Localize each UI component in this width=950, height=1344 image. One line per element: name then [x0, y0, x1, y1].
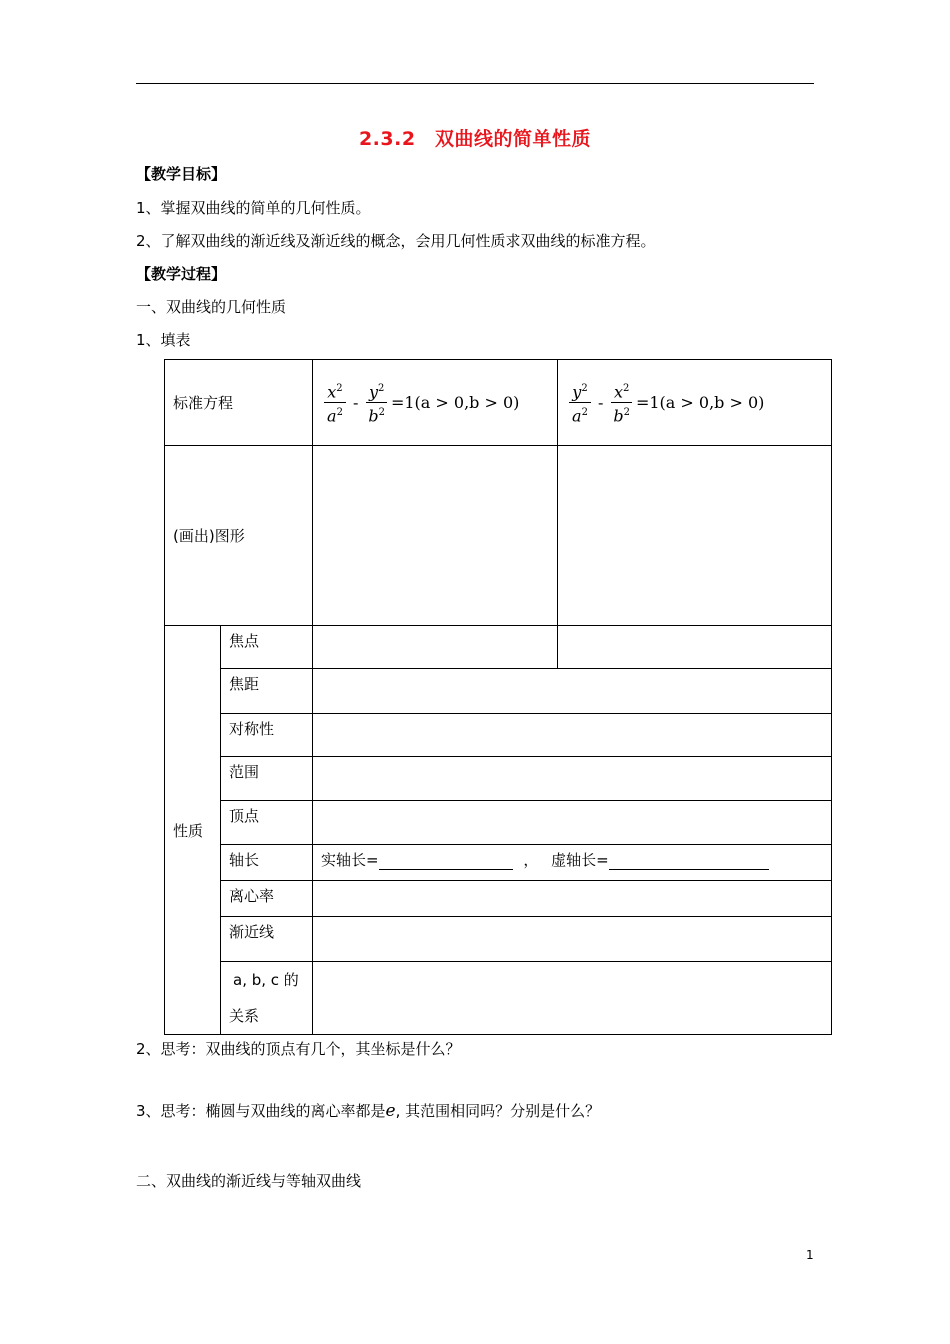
- fill-table-label: 1、填表: [136, 331, 191, 349]
- question-3: 3、思考：椭圆与双曲线的离心率都是e, 其范围相同吗？分别是什么？: [136, 1101, 601, 1121]
- properties-label: 性质: [165, 626, 221, 1035]
- focal-distance-cell[interactable]: [313, 669, 832, 714]
- imag-axis-blank[interactable]: [609, 855, 769, 870]
- vertex-cell[interactable]: [313, 801, 832, 845]
- goal-item-1: 1、掌握双曲线的简单的几何性质。: [136, 199, 371, 217]
- range-cell[interactable]: [313, 757, 832, 801]
- vertex-label: 顶点: [221, 801, 313, 845]
- section-heading-1: 一、双曲线的几何性质: [136, 298, 287, 316]
- focal-distance-label: 焦距: [221, 669, 313, 714]
- asymptote-label: 渐近线: [221, 917, 313, 962]
- question-2: 2、思考：双曲线的顶点有几个，其坐标是什么？: [136, 1040, 461, 1058]
- graph-cell-2[interactable]: [558, 446, 832, 626]
- axis-length-label: 轴长: [221, 845, 313, 881]
- goals-heading: 【教学目标】: [136, 165, 227, 183]
- std-eq-label: 标准方程: [165, 360, 313, 446]
- symmetry-label: 对称性: [221, 714, 313, 757]
- section-heading-2: 二、双曲线的渐近线与等轴双曲线: [136, 1172, 362, 1190]
- real-axis-blank[interactable]: [379, 855, 513, 870]
- equation-horizontal: $\frac{x^2}{a^2}$ - $\frac{y^2}{b^2}$ =1(a > 0,b > 0): [313, 360, 558, 446]
- abc-relation-line-1: a, b, c 的: [233, 971, 299, 989]
- eccentricity-symbol: e: [385, 1101, 396, 1121]
- abc-relation-cell[interactable]: [313, 962, 832, 1035]
- range-label: 范围: [221, 757, 313, 801]
- properties-table: [164, 359, 832, 1035]
- page-number: 1: [806, 1248, 814, 1262]
- abc-relation-line-2: 关系: [229, 1007, 260, 1025]
- process-heading: 【教学过程】: [136, 265, 227, 283]
- asymptote-cell[interactable]: [313, 917, 832, 962]
- focus-cell-2[interactable]: [558, 626, 832, 669]
- axis-length-cell: [313, 845, 832, 881]
- graph-cell-1[interactable]: [313, 446, 558, 626]
- graph-label: (画出)图形: [165, 446, 313, 626]
- abc-relation-label: [221, 962, 313, 1035]
- imag-axis-label: 虚轴长=: [551, 851, 609, 869]
- header-rule: [136, 83, 814, 84]
- goal-item-2: 2、了解双曲线的渐近线及渐近线的概念，会用几何性质求双曲线的标准方程。: [136, 232, 656, 250]
- focus-cell-1[interactable]: [313, 626, 558, 669]
- symmetry-cell[interactable]: [313, 714, 832, 757]
- page-title: 2.3.2 双曲线的简单性质: [358, 128, 592, 150]
- axis-separator: ，: [523, 851, 539, 869]
- eccentricity-label: 离心率: [221, 881, 313, 917]
- equation-vertical: $\frac{y^2}{a^2}$ - $\frac{x^2}{b^2}$ =1(a > 0,b > 0): [558, 360, 832, 446]
- eccentricity-cell[interactable]: [313, 881, 832, 917]
- focus-label: 焦点: [221, 626, 313, 669]
- real-axis-label: 实轴长=: [321, 851, 379, 869]
